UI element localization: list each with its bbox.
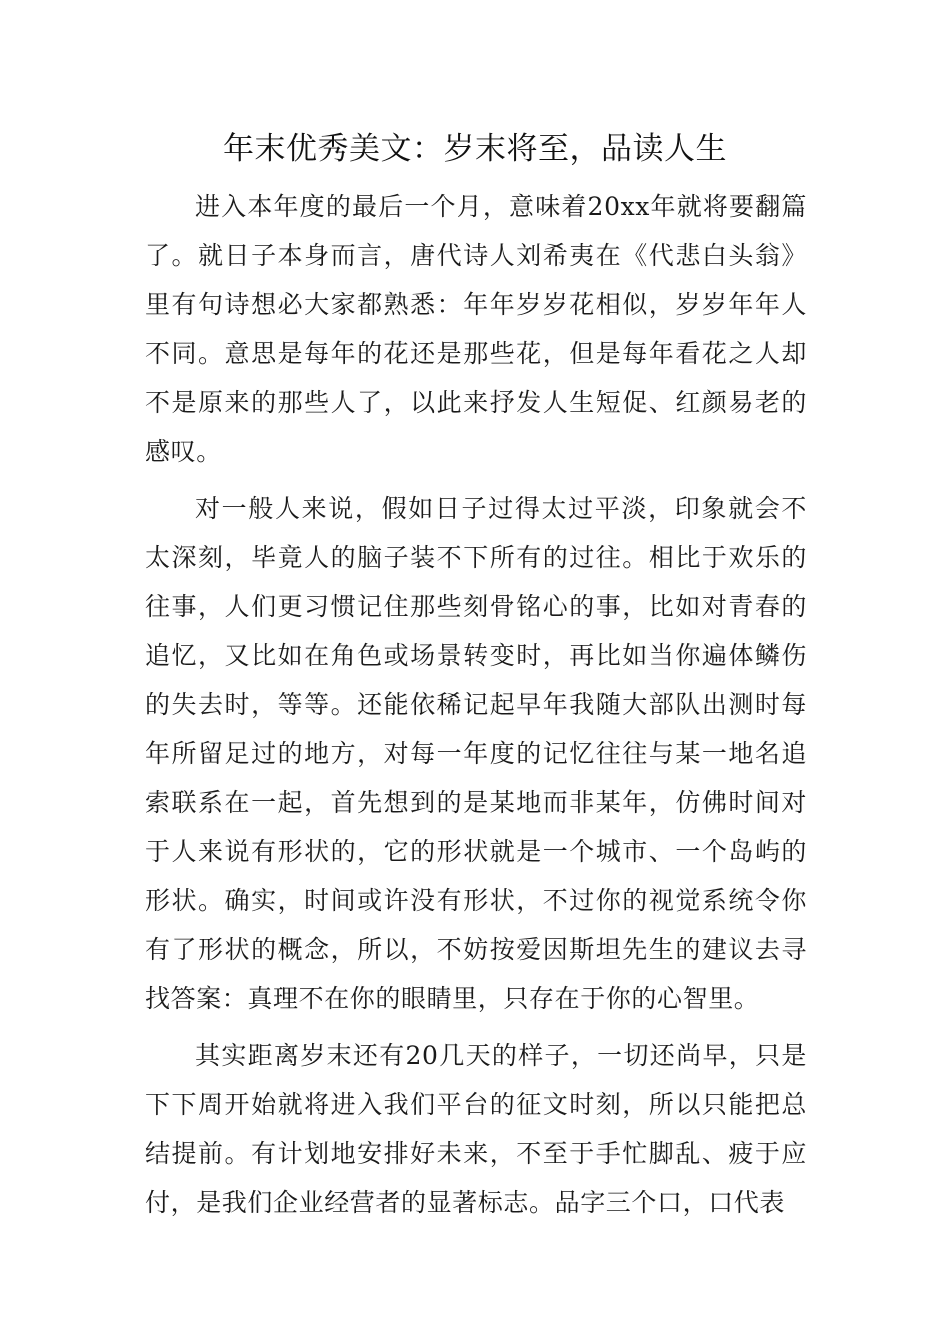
document-title: 年末优秀美文：岁末将至，品读人生 (223, 131, 727, 167)
paragraph-2: 对一般人来说，假如日子过得太过平淡，印象就会不太深刻，毕竟人的脑子装不下所有的过往。相比于欢乐的往事，人们更习惯记住那些刻骨铭心的事，比如对青春的追忆，又比如在角色或场景转变时，再比如当你遍体鳞伤的失去时，等等。还能依稀记起早年我随大部队出测时每年所留足过的地方，对每一年度的记忆往往与某一地名追索联系在一起，首先想到的是某地而非某年，仿佛时间对于人来说有形状的，它的形状就是一个城市、一个岛屿的形状。确实，时间或许没有形状，不过你的视觉系统令你有了形状的概念，所以，不妨按爱因斯坦先生的建议去寻找答案：真理不在你的眼睛里，只存在于你的心智里。 (145, 494, 807, 1013)
document-body (145, 182, 807, 1235)
paragraph-1: 进入本年度的最后一个月，意味着20xx年就将要翻篇了。就日子本身而言，唐代诗人刘希夷在《代悲白头翁》里有句诗想必大家都熟悉：年年岁岁花相似，岁岁年年人不同。意思是每年的花还是那些花，但是每年看花之人却不是原来的那些人了，以此来抒发人生短促、红颜易老的感叹。 (145, 192, 807, 466)
paragraph-3: 其实距离岁末还有20几天的样子，一切还尚早，只是下下周开始就将进入我们平台的征文时刻，所以只能把总结提前。有计划地安排好未来，不至于手忙脚乱、疲于应付，是我们企业经营者的显著标志。品字三个口，口代表 (145, 1041, 807, 1217)
